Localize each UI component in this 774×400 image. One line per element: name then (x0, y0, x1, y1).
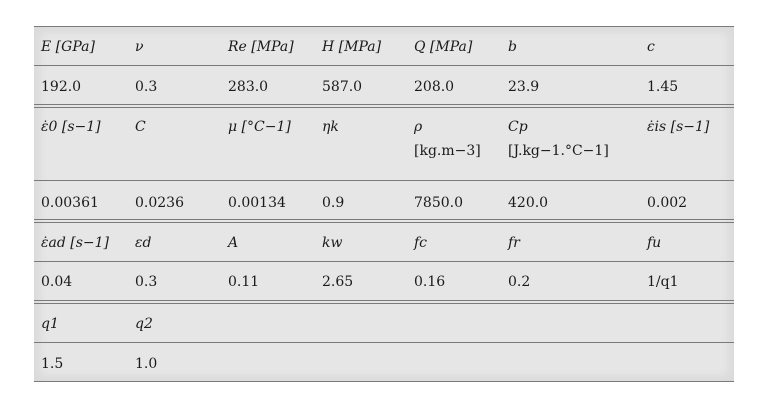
data-cell: 1.45 (647, 79, 679, 95)
header-cell: H [MPa] (322, 39, 382, 55)
data-cell: 0.11 (228, 274, 260, 290)
header-cell: Re [MPa] (228, 39, 294, 55)
data-cell: 0.002 (647, 195, 688, 211)
header-cell: A (228, 235, 239, 251)
data-cell: 208.0 (414, 79, 455, 95)
header-cell: b (508, 39, 517, 55)
header-line-2: [J.kg−1.°C−1] (508, 143, 609, 159)
header-cell (407, 119, 501, 180)
header-cell: fc (414, 235, 428, 251)
data-cell: 7850.0 (414, 195, 463, 211)
header-cell: Q [MPa] (414, 39, 473, 55)
header-cell: q2 (135, 316, 153, 332)
data-cell (640, 356, 734, 381)
header-cell: ν (135, 39, 144, 55)
header-cell (315, 119, 407, 180)
data-row-3 (34, 262, 734, 300)
data-cell: 0.00134 (228, 195, 286, 211)
header-line-1: Cp (508, 119, 528, 135)
data-cell: 1.0 (135, 356, 158, 372)
header-cell (501, 119, 640, 180)
data-cell: 0.3 (135, 79, 158, 95)
header-line-1: μ [°C−1] (228, 119, 291, 135)
header-cell (501, 316, 640, 342)
data-cell: 0.9 (322, 195, 345, 211)
header-line-1: ρ (414, 119, 423, 135)
data-row-1 (34, 66, 734, 104)
data-cell (407, 356, 501, 381)
header-line-2: [kg.m−3] (414, 143, 481, 159)
data-cell (315, 356, 407, 381)
data-cell: 1.5 (41, 356, 64, 372)
header-cell: fu (647, 235, 662, 251)
data-cell: 192.0 (41, 79, 82, 95)
header-row-2 (34, 108, 734, 180)
header-cell: q1 (41, 316, 59, 332)
bottom-rule (34, 381, 734, 382)
header-row-4 (34, 304, 734, 342)
data-row-2 (34, 181, 734, 219)
data-cell (221, 356, 315, 381)
data-cell: 587.0 (322, 79, 363, 95)
data-cell: 0.16 (414, 274, 446, 290)
parameter-table (34, 26, 734, 382)
header-cell: ε̇ad [s−1] (41, 235, 110, 251)
header-cell (34, 119, 128, 180)
header-row-3 (34, 223, 734, 261)
header-cell: E [GPa] (41, 39, 95, 55)
header-cell (315, 316, 407, 342)
header-cell (128, 119, 221, 180)
header-cell (221, 119, 315, 180)
data-cell: 0.04 (41, 274, 73, 290)
data-cell (501, 356, 640, 381)
data-cell: 2.65 (322, 274, 354, 290)
header-cell (640, 119, 734, 180)
data-cell: 0.0236 (135, 195, 184, 211)
header-line-1: ηk (322, 119, 339, 135)
header-cell (640, 316, 734, 342)
header-cell: εd (135, 235, 152, 251)
header-line-1: ε̇0 [s−1] (41, 119, 101, 135)
data-row-4 (34, 343, 734, 381)
data-cell: 420.0 (508, 195, 549, 211)
header-line-1: C (135, 119, 146, 135)
data-cell: 0.2 (508, 274, 531, 290)
data-cell: 0.00361 (41, 195, 99, 211)
data-cell: 1/q1 (647, 274, 679, 290)
header-row-1 (34, 27, 734, 65)
data-cell: 283.0 (228, 79, 269, 95)
header-cell: kw (322, 235, 343, 251)
data-cell: 0.3 (135, 274, 158, 290)
data-cell: 23.9 (508, 79, 540, 95)
header-line-1: ε̇is [s−1] (647, 119, 710, 135)
header-cell: c (647, 39, 655, 55)
header-cell (407, 316, 501, 342)
header-cell: fr (508, 235, 520, 251)
header-cell (221, 316, 315, 342)
